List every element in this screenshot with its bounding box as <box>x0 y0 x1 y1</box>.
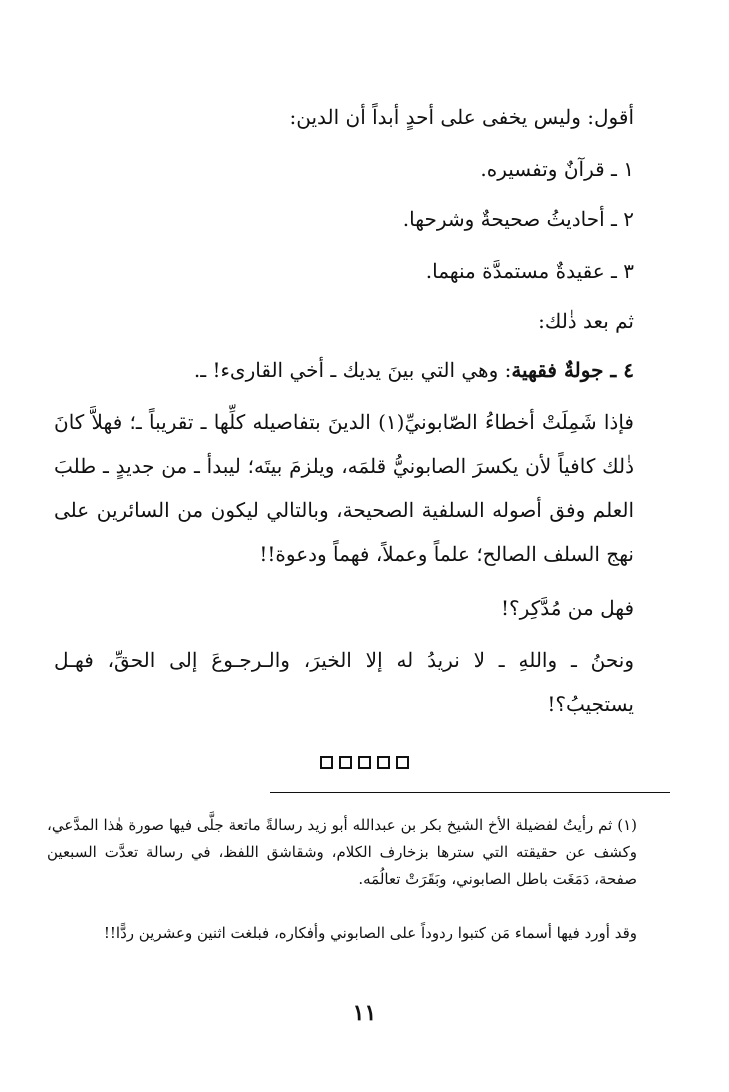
page-number: ١١ <box>352 1000 377 1026</box>
square-ornament-icon <box>377 756 390 769</box>
list-item-2: ٢ ـ أحاديثُ صحيحةٌ وشرحها. <box>402 207 634 231</box>
list-item-1: ١ ـ قرآنٌ وتفسيره. <box>480 157 634 181</box>
then-line: ثم بعد ذٰلك: <box>538 309 634 333</box>
list-item-3: ٣ ـ عقيدةٌ مستمدَّة منهما. <box>425 259 634 283</box>
square-ornament-icon <box>320 756 333 769</box>
footnote-1: (١) ثم رأيتُ لفضيلة الأخ الشيخ بكر بن عبدالله أبو زيد رسالةً ماتعة جلَّى فيها صورة هٰذا المدَّعي، وكشف عن حقيقته التي سترها بزخارف الكلام، وشقاشق اللفظ، في رسالة تعدَّت السبعين صفحة، دَمَغَت باطل الصابوني، وبَقَرَتْ تعالُمَه. <box>47 816 637 888</box>
main-paragraph: فإذا شَمِلَتْ أخطاءُ الصّابونيِّ(١) الدينَ بتفاصيله كلِّها ـ تقريباً ـ؛ فهلاَّ كانَ ذٰلك كافياً لأن يكسرَ الصابونيُّ قلمَه، ويلزمَ بيتَه؛ ليبدأ ـ من جديدٍ ـ طلبَ العلم وفق أصوله السلفية الصحيحة، وبالتالي ليكون من السائرين على نهج السلف الصالح؛ علماً وعملاً، فهماً ودعوة!! <box>54 410 634 566</box>
closing-paragraph: ونحنُ ـ واللهِ ـ لا نريدُ له إلا الخيرَ، والـرجـوعَ إلى الحقِّ، فهـل يستجيبُ؟! <box>54 648 634 716</box>
footnote-2: وقد أورد فيها أسماء مَن كتبوا ردوداً على الصابوني وأفكاره، فبلغت اثنين وعشرين ردًّا!! <box>103 924 637 942</box>
square-ornament-icon <box>358 756 371 769</box>
section-divider-ornament <box>0 756 729 769</box>
square-ornament-icon <box>339 756 352 769</box>
list-item-4 <box>89 355 634 385</box>
list-item-4-heading: ٤ ـ جولةٌ فقهية <box>511 358 634 382</box>
square-ornament-icon <box>396 756 409 769</box>
list-item-4-text: : وهي التي بينَ يديك ـ أخي القارىء! ـ. <box>193 358 512 382</box>
intro-line: أقول: وليس يخفى على أحدٍ أبداً أن الدين: <box>289 105 634 129</box>
question-line: فهل من مُدَّكِر؟! <box>501 596 634 620</box>
footnote-separator <box>270 792 670 793</box>
